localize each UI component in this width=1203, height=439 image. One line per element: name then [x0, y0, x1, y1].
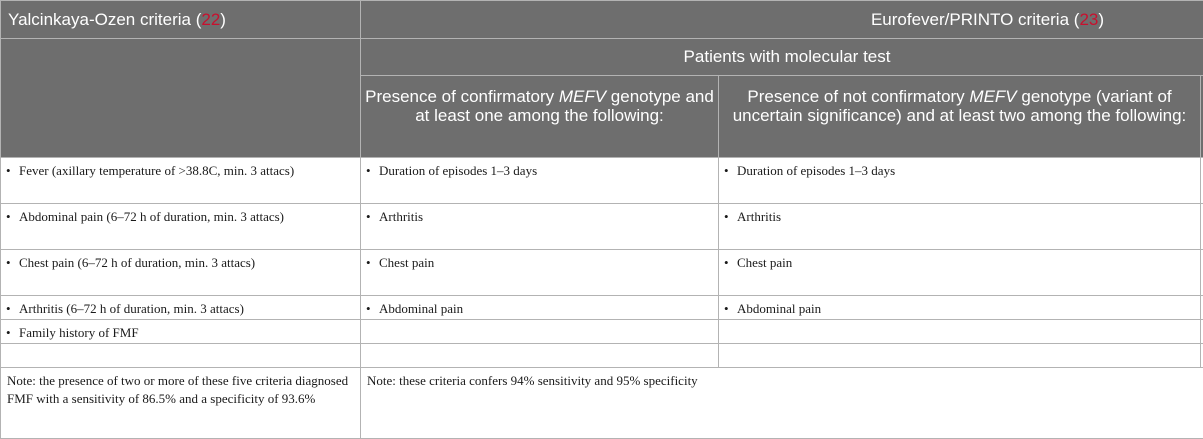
cell-confirmatory-criterion: • Abdominal pain: [361, 296, 719, 320]
ref-link-22[interactable]: 22: [201, 10, 220, 29]
cell-empty: [361, 344, 719, 368]
table-row: [1, 204, 1203, 250]
cell-yo-criterion: • Abdominal pain (6–72 h of duration, min. 3 attacs): [1, 204, 361, 250]
table-row: [1, 250, 1203, 296]
cell-not-confirmatory-criterion: • Abdominal pain: [719, 296, 1201, 320]
header-confirmatory-genotype: Presence of confirmatory MEFV genotype and at least one among the following:: [361, 76, 719, 158]
note-yalcinkaya-ozen: Note: the presence of two or more of these five criteria diagnosed FMF with a sensitivity of 86.5% and a specificity of 93.6%: [1, 368, 361, 439]
table-row-empty: [1, 344, 1203, 368]
table-row: [1, 320, 1203, 344]
note-eurofever-printo: Note: these criteria confers 94% sensitivity and 95% specificity: [361, 368, 1203, 439]
ref-link-23[interactable]: 23: [1079, 10, 1098, 29]
header-not-confirmatory-genotype: Presence of not confirmatory MEFV genotype (variant of uncertain significance) and at least two among the following:: [719, 76, 1201, 158]
cell-not-confirmatory-criterion: • Chest pain: [719, 250, 1201, 296]
table-row-notes: [1, 368, 1203, 439]
cell-yo-criterion: • Arthritis (6–72 h of duration, min. 3 attacs): [1, 296, 361, 320]
cell-confirmatory-criterion: • Arthritis: [361, 204, 719, 250]
table-row: [1, 296, 1203, 320]
cell-yo-criterion: • Family history of FMF: [1, 320, 361, 344]
cell-confirmatory-criterion: • Chest pain: [361, 250, 719, 296]
cell-not-confirmatory-criterion: • Duration of episodes 1–3 days: [719, 158, 1201, 204]
header-eurofever-printo: Eurofever/PRINTO criteria (23): [361, 1, 1203, 39]
cell-yo-criterion: • Fever (axillary temperature of >38.8C, min. 3 attacs): [1, 158, 361, 204]
cell-empty: [1, 344, 361, 368]
cell-yo-criterion: • Chest pain (6–72 h of duration, min. 3 attacs): [1, 250, 361, 296]
header-patients-molecular-test: Patients with molecular test: [361, 39, 1203, 76]
cell-not-confirmatory-criterion: • Arthritis: [719, 204, 1201, 250]
table-row: [1, 158, 1203, 204]
cell-empty: [719, 344, 1201, 368]
cell-confirmatory-criterion: [361, 320, 719, 344]
header-empty-cell: [1, 39, 361, 158]
cell-not-confirmatory-criterion: [719, 320, 1201, 344]
header-yalcinkaya-ozen: Yalcinkaya-Ozen criteria (22): [1, 1, 361, 39]
cell-confirmatory-criterion: • Duration of episodes 1–3 days: [361, 158, 719, 204]
